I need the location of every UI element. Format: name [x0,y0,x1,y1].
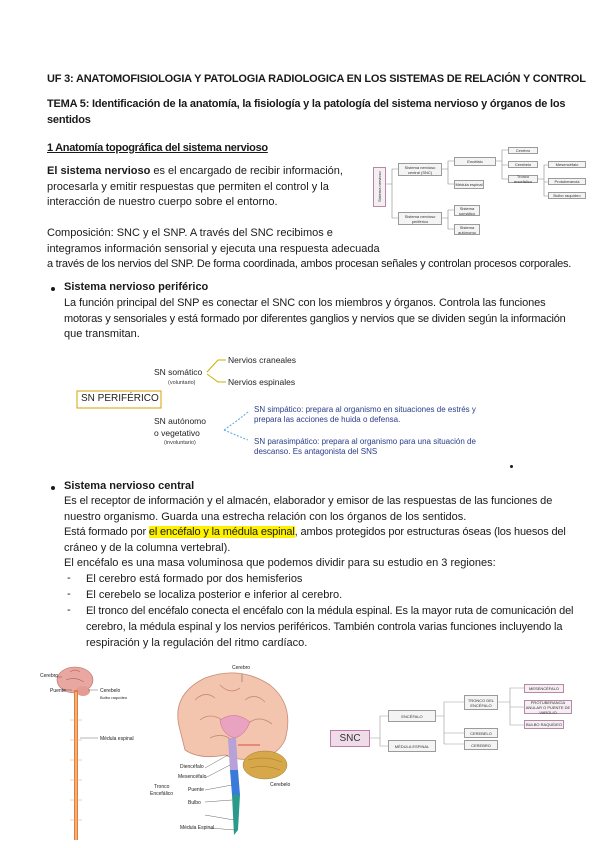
spine-label-cerebro: Cerebro [40,673,59,679]
snc-line3-pre: Está formado por [64,526,149,538]
brain-label-cerebro: Cerebro [232,665,251,671]
snc-map-medula: MÉDULA ESPINAL [388,740,436,752]
brain-label-tronco-2: Encefálico [150,791,174,797]
bullet-dot [51,287,55,291]
diagram-protuberancia-box: Protuberancia [548,178,586,185]
snp-paragraph [64,296,564,343]
diagram-bulbo-box: Bulbo raquídeo [548,192,586,199]
diagram-cerebelo-box: Cerebelo [508,161,538,168]
snc-map-cerebelo: CEREBELO [464,728,498,738]
snc-line4: cráneo y de la columna vertebral). [64,541,231,554]
section1-title: 1 Anatomía topográfica del sistema nervioso [47,142,268,154]
snc-map-root: SNC [330,730,370,747]
list-item-tronco-line1: El tronco del encéfalo conecta el encéfalo con la médula espinal. Es la mayor ruta de comunicación del [86,605,574,617]
snp-line2: motoras y sensoriales y está formado por diferentes ganglios y nervios que se dividen según la información [64,312,566,325]
diagram-root-sistema-nervioso: Sistema nervioso [373,167,386,207]
snp-simpatico-line2: prepara las acciones de huida o defensa. [254,415,401,424]
brain-label-tronco-1: Tronco [154,784,170,790]
uf-title: UF 3: ANATOMOFISIOLOGIA Y PATOLOGIA RADIOLOGICA EN LOS SISTEMAS DE RELACIÓN Y CONTROL [47,73,586,85]
snp-voluntario-label: (voluntario) [168,380,196,386]
bullet-dot [51,486,55,490]
p2-line2: integramos información sensorial y ejecuta una respuesta adecuada [47,242,380,255]
snp-somatico-label: SN somático [154,367,203,377]
diagram-cerebro-box: Cerebro [508,147,538,154]
snc-line2: nuestro organismo. Guarda una estrecha relación con los órganos de los sentidos. [64,510,467,523]
spine-label-bulbo: Bulbo raquídeo [100,695,128,700]
brain-label-bulbo: Bulbo [188,800,201,806]
snp-line3: que transmitan. [64,328,140,340]
snp-heading: Sistema nervioso periférico [64,281,209,293]
diagram-mesencefalo-box: Mesencéfalo [548,161,586,168]
spine-label-puente: Puente [50,688,66,694]
list-dash: - [67,604,71,616]
stray-dot [510,465,513,468]
snc-map-protuberancia: PROTUBERANCIA ANULAR O PUENTE DE VAROLIO [525,699,571,715]
snp-line1: La función principal del SNP es conectar el SNC con los miembros y órganos. Controla las funciones [64,297,546,309]
brain-illustration [150,660,300,845]
snc-concept-map [330,680,580,770]
p1-line3: interacción de nuestro cuerpo sobre el entorno. [47,196,278,208]
snc-map-tronco: TRONCO DEL ENCÉFALO [464,695,498,710]
snp-parasimpatico-line2: descanso. Es antagonista del SNS [254,447,378,456]
snp-autonomo-label-1: SN autónomo [154,416,206,426]
tema-title-line1: TEMA 5: Identificación de la anatomía, la fisiología y la patología del sistema nervioso y órganos de los [47,98,566,110]
snp-simpatico-line1: SN simpático: prepara al organismo en situaciones de estrés y [254,405,476,414]
list-dash: - [67,588,71,600]
snc-map-encefalo: ENCÉFALO [388,710,436,722]
snc-line1: Es el receptor de información y el almacén, elaborador y emisor de las respuestas de las funciones de [64,495,553,507]
p2-line3: a través de los nervios del SNP. De forma coordinada, ambos procesan señales y controlan procesos corporales. [47,258,572,270]
diagram-medula-box: Médula espinal [455,182,483,187]
p1-line2: procesarla y emitir respuestas que permiten el control y la [47,180,329,193]
snc-line3-post: , ambos protegidos por estructuras óseas (los huesos del [294,526,566,538]
snc-line3 [64,525,564,541]
section1-paragraph1 [47,164,357,211]
diagram-snp-box: Sistema nervioso periférico [398,212,442,225]
nervous-system-diagram [368,147,588,247]
list-dash: - [67,572,71,584]
snp-diagram [70,350,520,456]
snp-espinales-label: Nervios espinales [228,377,296,387]
list-item-tronco-line2: cerebro, la médula espinal y los nervios periféricos. También controla varias funciones incluyendo la [86,621,563,633]
snc-line5: El encéfalo es una masa voluminosa que podemos dividir para su estudio en 3 regiones: [64,557,496,569]
p1-line1: es el encargado de recibir información, [150,165,343,177]
list-item-tronco-line3: respiración y la regulación del ritmo cardíaco. [86,637,308,649]
highlight-encefalo-medula: el encéfalo y la médula espinal [148,526,295,538]
diagram-snc-box: Sistema nervioso central (SNC) [398,163,442,176]
snc-map-bulbo: BULBO RAQUÍDEO [525,722,562,727]
snp-involuntario-label: (involuntario) [164,440,196,446]
brain-label-mesencefalo: Mesencéfalo [178,774,207,780]
diagram-autonomo-box: Sistema autónomo [454,224,480,235]
snp-parasimpatico-line1: SN parasimpático: prepara al organismo para una situación de [254,437,476,446]
tema-title-line2: sentidos [47,114,91,126]
snc-map-cerebro: CEREBRO [464,740,498,750]
brain-label-puente: Puente [188,787,204,793]
brain-label-diencefalo: Diencéfalo [180,764,204,770]
p2-line1: Composición: SNC y el SNP. A través del SNC recibimos e [47,227,333,239]
snc-map-mesencefalo: MESENCÉFALO [524,684,564,693]
brain-label-medula: Médula Espinal [180,825,215,831]
snc-heading: Sistema nervioso central [64,480,195,492]
diagram-somatico-box: Sistema somático [454,205,480,216]
snp-autonomo-label-2: o vegetativo [154,428,200,438]
diagram-encefalo-box: Encéfalo [454,157,496,166]
list-item-cerebro: El cerebro está formado por dos hemisferios [86,573,303,585]
diagram-tronco-box: Tronco encefálico [508,175,538,183]
snp-craneales-label: Nervios craneales [228,355,297,365]
list-item-cerebelo: El cerebelo se localiza posterior e inferior al cerebro. [86,589,343,601]
spine-label-cerebelo: Cerebelo [100,688,121,694]
term-sistema-nervioso: El sistema nervioso [47,165,151,177]
snp-root-label: SN PERIFÉRICO [81,393,159,404]
brain-label-cerebelo: Cerebelo [270,782,291,788]
snc-paragraph [64,494,564,572]
spine-label-medula: Médula espinal [100,736,134,742]
brain-figure [150,660,300,845]
spine-figure [40,660,140,845]
